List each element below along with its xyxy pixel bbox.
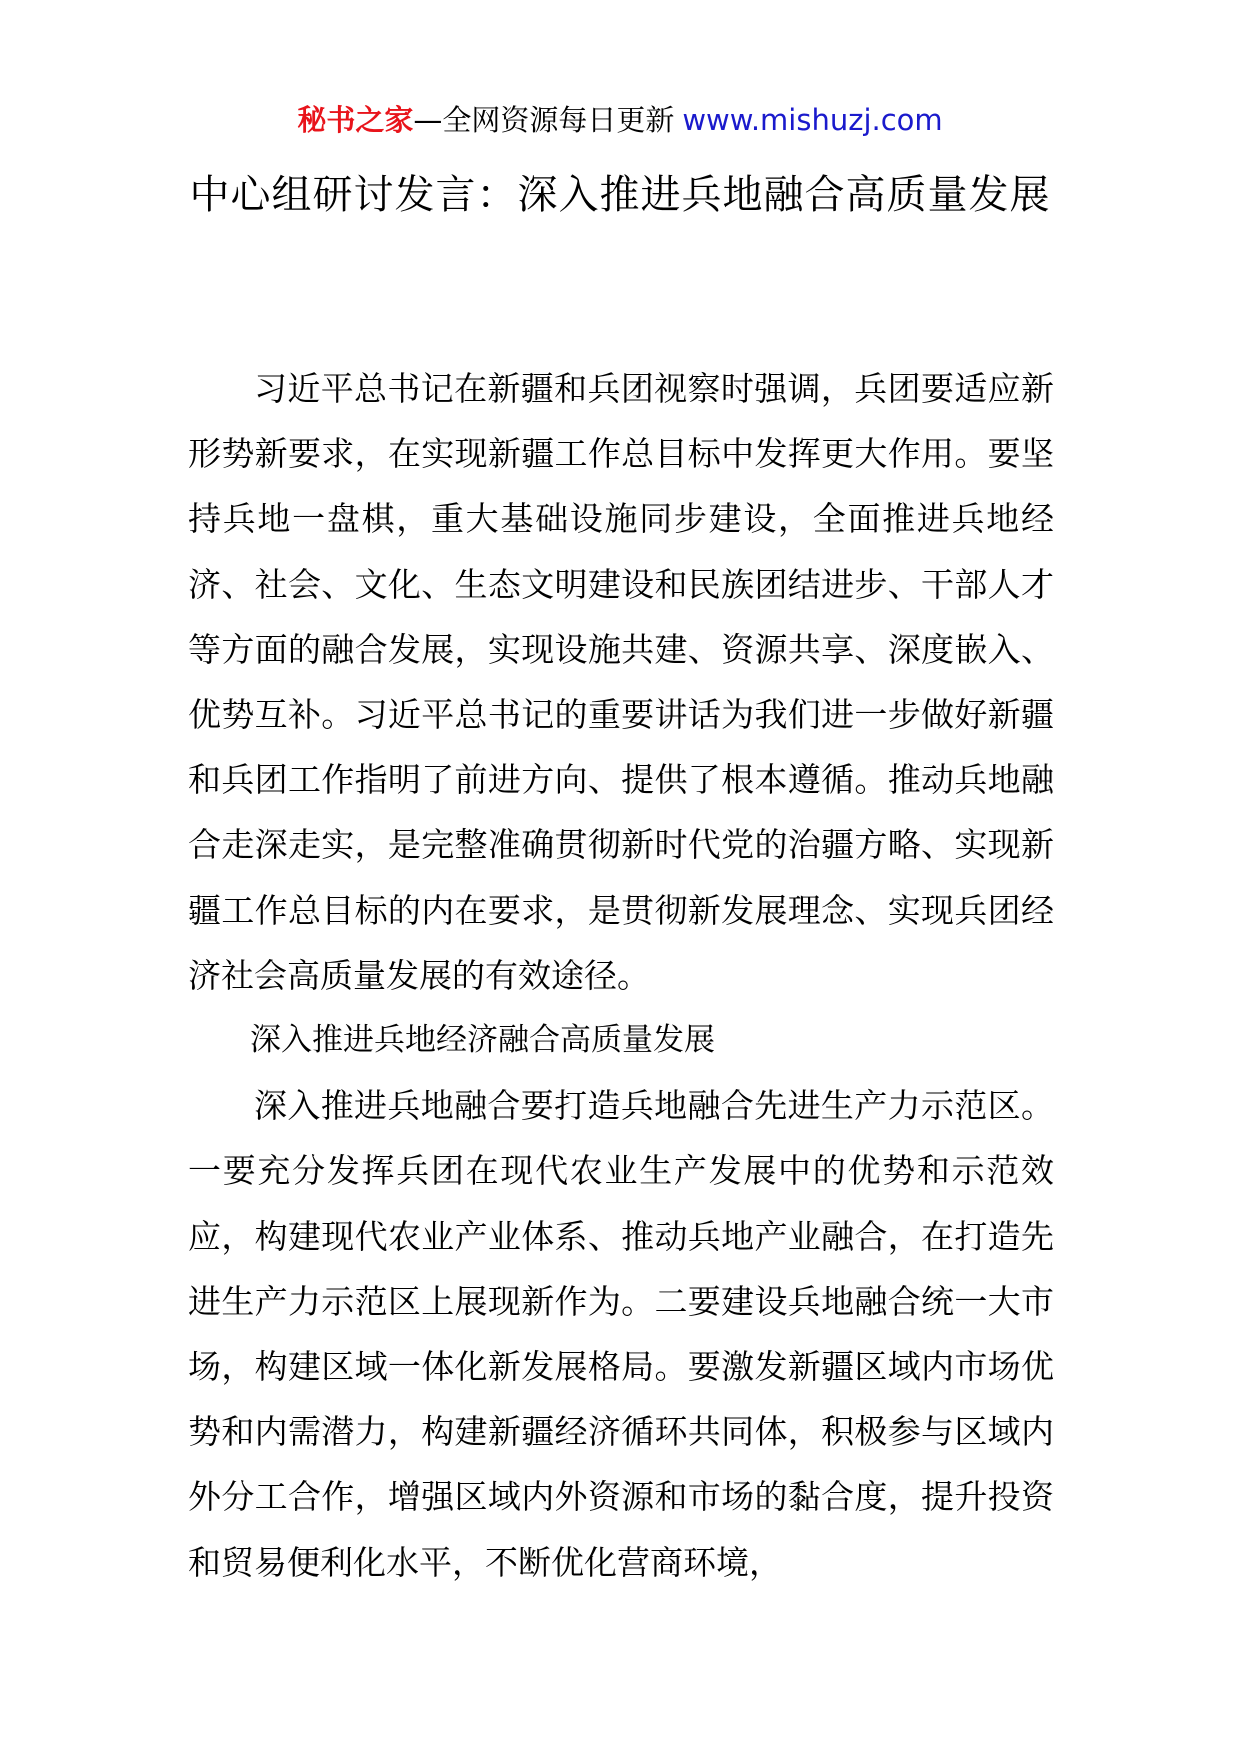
section-heading: 深入推进兵地经济融合高质量发展	[250, 1022, 715, 1059]
banner-slogan: —全网资源每日更新	[413, 103, 675, 137]
paragraph-economic-integration: 深入推进兵地融合要打造兵地融合先进生产力示范区。一要充分发挥兵团在现代农业生产发展中的优势和示范效应，构建现代农业产业体系、推动兵地产业融合，在打造先进生产力示范区上展现新作为。二要建设兵地融合统一大市场，构建区域一体化新发展格局。要激发新疆区域内市场优势和内需潜力，构建新疆经济循环共同体，积极参与区域内外分工合作，增强区域内外资源和市场的黏合度，提升投资和贸易便利化水平，不断优化营商环境，	[188, 1086, 1054, 1582]
document-body	[188, 356, 1054, 1595]
brand-name: 秘书之家	[297, 103, 414, 137]
site-url-link[interactable]: www.mishuzj.com	[682, 103, 943, 137]
document-title: 中心组研讨发言：深入推进兵地融合高质量发展	[189, 172, 1051, 218]
paragraph-intro: 习近平总书记在新疆和兵团视察时强调，兵团要适应新形势新要求，在实现新疆工作总目标中发挥更大作用。要坚持兵地一盘棋，重大基础设施同步建设，全面推进兵地经济、社会、文化、生态文明建设和民族团结进步、干部人才等方面的融合发展，实现设施共建、资源共享、深度嵌入、优势互补。习近平总书记的重要讲话为我们进一步做好新疆和兵团工作指明了前进方向、提供了根本遵循。推动兵地融合走深走实，是完整准确贯彻新时代党的治疆方略、实现新疆工作总目标的内在要求，是贯彻新发展理念、实现兵团经济社会高质量发展的有效途径。	[188, 369, 1054, 995]
site-banner	[0, 100, 1240, 140]
